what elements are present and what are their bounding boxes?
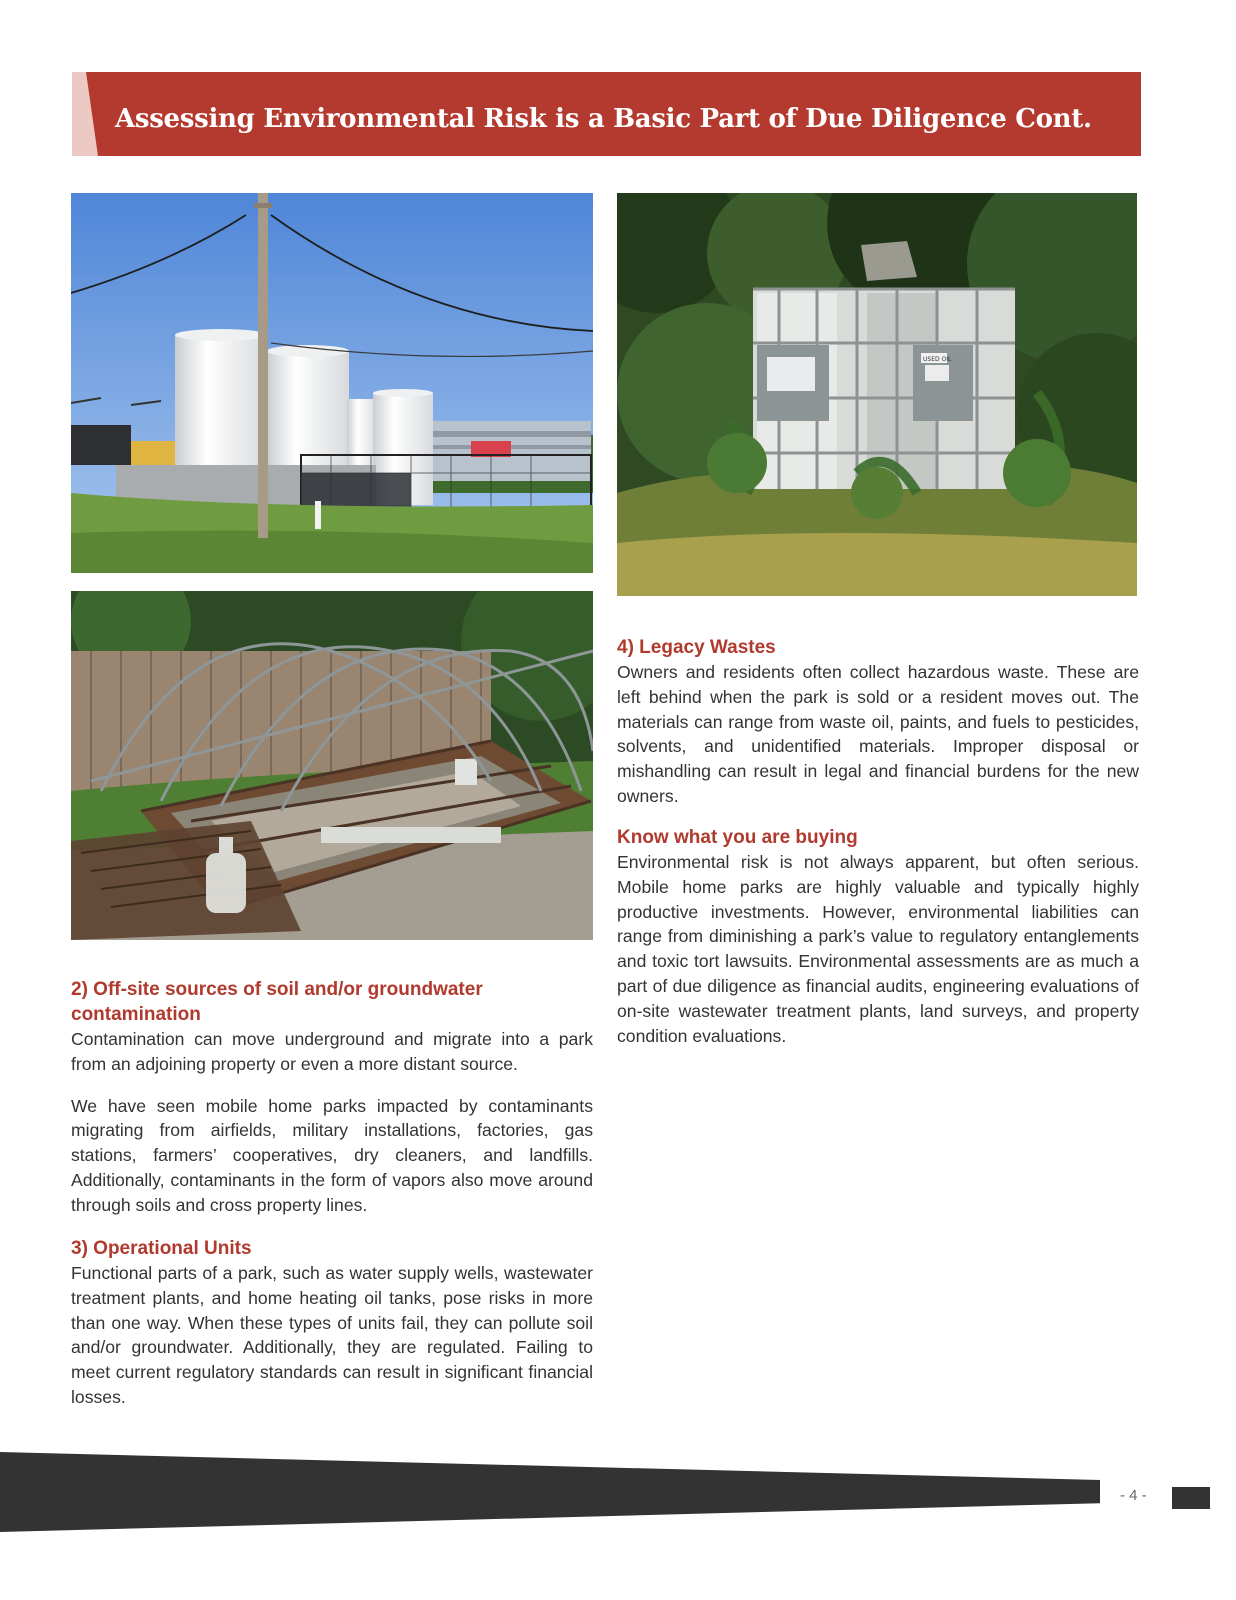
offsite-sources-paragraph-2: We have seen mobile home parks impacted by contaminants migrating from airfields, military installations, factories, gas stations, farmers’ cooperatives, dry cleaners, and landfills. Additionally, contaminants in the form of vapors also move around through soils and cross property lines. bbox=[71, 1095, 593, 1215]
tote-label-text: USED OIL bbox=[923, 356, 952, 363]
offsite-sources-paragraph-1: Contamination can move underground and migrate into a park from an adjoining property or even a more distant source. bbox=[71, 1029, 593, 1074]
treatment-plant-photo bbox=[71, 591, 593, 940]
page-number: - 4 - bbox=[1120, 1487, 1147, 1504]
header-accent-stripe bbox=[72, 72, 98, 156]
footer-band bbox=[0, 1452, 1100, 1532]
know-what-buying-paragraph: Environmental risk is not always apparent, but often serious. Mobile home parks are highly valuable and typically highly productive investments. However, environmental liabilities can range from diminishing a park’s value to regulatory entanglements and toxic tort lawsuits. Environmental assessments are as much a part of due diligence as financial audits, engineering evaluations of on-site wastewater treatment plants, land surveys, and property condition evaluations. bbox=[617, 852, 1139, 1046]
operational-units-heading: 3) Operational Units bbox=[71, 1238, 252, 1259]
footer-tab bbox=[1172, 1487, 1210, 1509]
operational-units-paragraph: Functional parts of a park, such as water supply wells, wastewater treatment plants, and home heating oil tanks, pose risks in more than one way. When these types of units fail, they can pollute soil and/or groundwater. Additionally, they are regulated. Failing to meet current regulatory standards can result in significant financial losses. bbox=[71, 1263, 593, 1407]
offsite-sources-heading: 2) Off-site sources of soil and/or groundwater contamination bbox=[71, 979, 483, 1025]
legacy-wastes-section bbox=[617, 635, 1139, 809]
legacy-wastes-paragraph: Owners and residents often collect hazardous waste. These are left behind when the park is sold or a resident moves out. The materials can range from waste oil, paints, and fuels to pesticides, solvents, and unidentified materials. Improper disposal or mishandling can result in legal and financial burdens for the new owners. bbox=[617, 662, 1139, 806]
know-what-buying-heading: Know what you are buying bbox=[617, 827, 858, 848]
waste-tote-photo bbox=[617, 193, 1137, 596]
operational-units-section bbox=[71, 1236, 593, 1410]
know-what-buying-section bbox=[617, 825, 1139, 1048]
legacy-wastes-heading: 4) Legacy Wastes bbox=[617, 637, 776, 658]
page-title: Assessing Environmental Risk is a Basic Part of Due Diligence Cont. bbox=[115, 104, 1092, 134]
storage-tanks-photo bbox=[71, 193, 593, 573]
offsite-sources-section bbox=[71, 977, 593, 1218]
page-header-bar bbox=[72, 72, 1141, 156]
